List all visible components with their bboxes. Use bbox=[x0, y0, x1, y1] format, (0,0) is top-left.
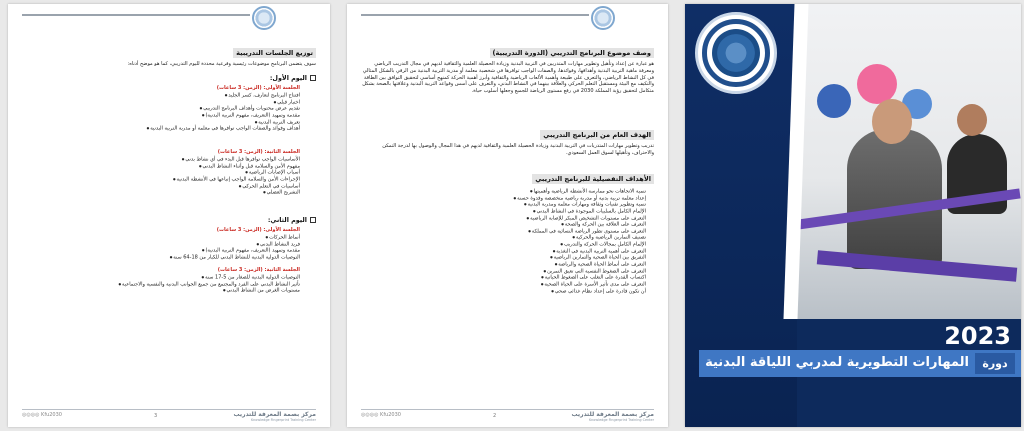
center-logo-icon bbox=[252, 6, 276, 30]
list-item: اكتساب القدرة على التغلب على الضغوط الحياتية ● bbox=[366, 274, 646, 281]
list-item: مستويات الغرض من النشاط البدني ● bbox=[30, 287, 300, 294]
day1-session1-title: الجلسة الأولى: (الزمن: 3 ساعات) bbox=[216, 85, 300, 91]
list-item: مقدمة وتمهيد (التعريف، مفهوم التربية البدنية) ● bbox=[30, 112, 300, 119]
cover-year: 2023 bbox=[944, 322, 1011, 350]
sessions-heading: توزيع الجلسات التدريبية bbox=[233, 48, 316, 58]
list-item: الإلمام الكامل بالسلبيات الموجودة في النشاط البدني ● bbox=[366, 208, 646, 215]
list-item: تقديم عرض محتويات وأهداف البرنامج التدريبي ● bbox=[30, 105, 300, 112]
list-item: تأثير النشاط البدني على الفرد والمجتمع من جميع الجوانب البدنية والنفسية والاجتماعية ● bbox=[30, 281, 300, 288]
center-logo-icon bbox=[695, 12, 777, 94]
page-footer bbox=[361, 409, 654, 421]
social-handle: ◎◎◎◎ Kfu2030 bbox=[22, 412, 62, 418]
list-item: تعريف التربية البدنية ● bbox=[30, 119, 300, 126]
page-footer bbox=[22, 409, 316, 421]
list-item: التعرف على العلاقة بين الحركة والصحة ● bbox=[366, 221, 646, 228]
document-page-2 bbox=[347, 4, 668, 427]
day1-session1-list bbox=[30, 92, 300, 132]
list-item: التعرف على الضغوط النفسية التي تعيق التمرين ● bbox=[366, 268, 646, 275]
footer-brand-sub: Knowledge Fingerprint Training Center bbox=[250, 418, 316, 422]
athlete-head-icon bbox=[957, 104, 987, 136]
list-item: تنمية الاتجاهات نحو ممارسة الأنشطة الرياضية وأهميتها ● bbox=[366, 188, 646, 195]
list-item: الأساسيات الواجب توافرها قبل البدء في أي نشاط بدني ● bbox=[30, 156, 300, 163]
day1-session2-list bbox=[30, 156, 300, 196]
list-item: أهداف وفوائد والصفات الواجب توافرها في معلمة أو مدربة التربية البدنية ● bbox=[30, 125, 300, 132]
page-number: 3 bbox=[154, 413, 158, 419]
list-item: تنمية وتطوير تقنيات وثقافة ومهارات معلمة ومدربة البدنية ● bbox=[366, 201, 646, 208]
list-item: مفهوم الأمن والسلامة قبل وأثناء النشاط البدني ● bbox=[30, 163, 300, 170]
day2-session2-title: الجلسة الثانية: (الزمن: 3 ساعات) bbox=[217, 267, 300, 273]
description-text: هو عبارة عن إعداد وتأهيل وتطوير مهارات المتدربين في التربية البدنية وزيادة الحصيلة العلمية والثقافية لديهم في مجال التدريب الرياضي ومعرفة ماهية التربية البدنية وأهدافها، وفوائدها، والصفات الواجب توافرها في شخصية معلمة أو مدربة التربية البدنية من الرقي بالشكل المثالي في كل النشاط الرياضي، والتعرف على طبيعة وأهمية الألعاب الرياضية والثقافية وأبرز أهمية الحركة كمنهج أساسي لتحقيق التوافق بين الطاقة والتكيف مع البيئة ومستقبل التعلم الحركي والعلاقة بينهما في النشاط البدني، والتعرف على أسس وقواعد التربية البدنية وعلاقتها بالصحة بشكل متكامل لتحقيق رؤية المملكة 2030 في رفع مستوى الرياضة للجميع وجعلها أسلوب حياة. bbox=[362, 61, 654, 95]
list-item: أسباب الإصابات الرياضية ● bbox=[30, 169, 300, 176]
list-item: إعداد معلمة تربية بدنية أو مدربة رياضية متخصصة وقدوة حسنة ● bbox=[366, 195, 646, 202]
list-item: فريد النشاط البدني ● bbox=[30, 241, 300, 248]
list-item: التعرف على أنماط الحياة الصحية والرياضة ● bbox=[366, 261, 646, 268]
social-handle: ◎◎◎◎ Kfu2030 bbox=[361, 412, 401, 418]
header-rule bbox=[361, 14, 589, 16]
athlete-head-icon bbox=[872, 99, 912, 144]
list-item: تصنيف التمارين الرياضية والحركية ● bbox=[366, 234, 646, 241]
checkbox-icon bbox=[310, 217, 316, 223]
course-word: دورة bbox=[975, 353, 1015, 374]
athlete-figure-icon bbox=[847, 129, 942, 269]
day1-heading: اليوم الأول: bbox=[270, 74, 316, 82]
day2-session1-title: الجلسة الأولى: (الزمن: 3 ساعات) bbox=[216, 227, 300, 233]
list-item: الإجراءات الأمن والسلامة الواجب إتباعها في الأنشطة البدنية ● bbox=[30, 176, 300, 183]
footer-brand-sub: Knowledge Fingerprint Training Center bbox=[588, 418, 654, 422]
day2-session2-list bbox=[30, 274, 300, 294]
list-item: أنماط الحركات ● bbox=[30, 234, 300, 241]
list-item: التعرف على مدى تأثير الأسرة على الحياة الصحية ● bbox=[366, 281, 646, 288]
page-number: 2 bbox=[493, 413, 497, 419]
header-rule bbox=[22, 14, 250, 16]
day2-session1-list bbox=[30, 234, 300, 261]
objectives-list bbox=[366, 188, 646, 294]
list-item: التعرف على مستوى تطور الرياضة النسائية في المملكة ● bbox=[366, 228, 646, 235]
list-item: التوصيات الدولية البدنية للنشاط البدني للكبار من 18-64 سنة ● bbox=[30, 254, 300, 261]
list-item: التعرف على مستويات التشخيص المبكر للإصابة الرياضية ● bbox=[366, 215, 646, 222]
list-item: التفريق بين الحياة الصحية والتمارين الرياضية ● bbox=[366, 254, 646, 261]
list-item: مقدمة وتمهيد (التعريف، مفهوم التربية البدنية) ● bbox=[30, 247, 300, 254]
list-item: الإلمام الكامل بمجالات الحركة والتدريب ● bbox=[366, 241, 646, 248]
cover-title-band bbox=[699, 350, 1021, 377]
day1-session2-title: الجلسة الثانية: (الزمن: 3 ساعات) bbox=[217, 149, 300, 155]
list-item: افتتاح البرنامج لتعارف، كسر الجليد ● bbox=[30, 92, 300, 99]
list-item: أن تكون قادرة على إعداد نظام غذائي صحي ● bbox=[366, 288, 646, 295]
list-item: أساسيات في التعلم الحركي ● bbox=[30, 183, 300, 190]
goal-heading: الهدف العام من البرنامج التدريبي bbox=[540, 130, 654, 140]
day2-heading: اليوم الثاني: bbox=[268, 216, 316, 224]
list-item: التشريح العضلي ● bbox=[30, 189, 300, 196]
center-logo-icon bbox=[591, 6, 615, 30]
objectives-heading: الأهداف التفصيلية للبرنامج التدريبي bbox=[532, 174, 654, 184]
sessions-intro: سوف يتضمن البرنامج موضوعات رئيسية وفرعية محددة لليوم التدريبي، كما هو موضح أدناه: bbox=[127, 61, 316, 67]
ball-pink-icon bbox=[857, 64, 897, 104]
description-heading: وصف موضوع البرنامج التدريبي (الدورة التدريبية) bbox=[490, 48, 654, 58]
cover-photo bbox=[797, 4, 1021, 319]
document-page-3 bbox=[8, 4, 330, 427]
cover-page bbox=[685, 4, 1021, 427]
goal-text: تدريب وتطوير مهارات المتدربات في التربية البدنية وزيادة الحصيلة العلمية والثقافية لديهم في هذا المجال والوصول بها لدرجة التمكن والاحتراف، وتأهيلها لسوق العمل السعودي. bbox=[382, 143, 654, 156]
footer-brand: مركز بصمة المعرفة للتدريب bbox=[571, 411, 654, 418]
ball-blue-icon bbox=[817, 84, 851, 118]
footer-brand: مركز بصمة المعرفة للتدريب bbox=[233, 411, 316, 418]
list-item: اختبار قبلي ● bbox=[30, 99, 300, 106]
cover-title: المهارات التطويرية لمدربي اللياقة البدنية bbox=[705, 355, 969, 370]
list-item: التوصيات الدولية البدنية للصغار من 5-17 سنة ● bbox=[30, 274, 300, 281]
list-item: التعرف على أهمية التربية البدنية في التغذية ● bbox=[366, 248, 646, 255]
checkbox-icon bbox=[310, 75, 316, 81]
